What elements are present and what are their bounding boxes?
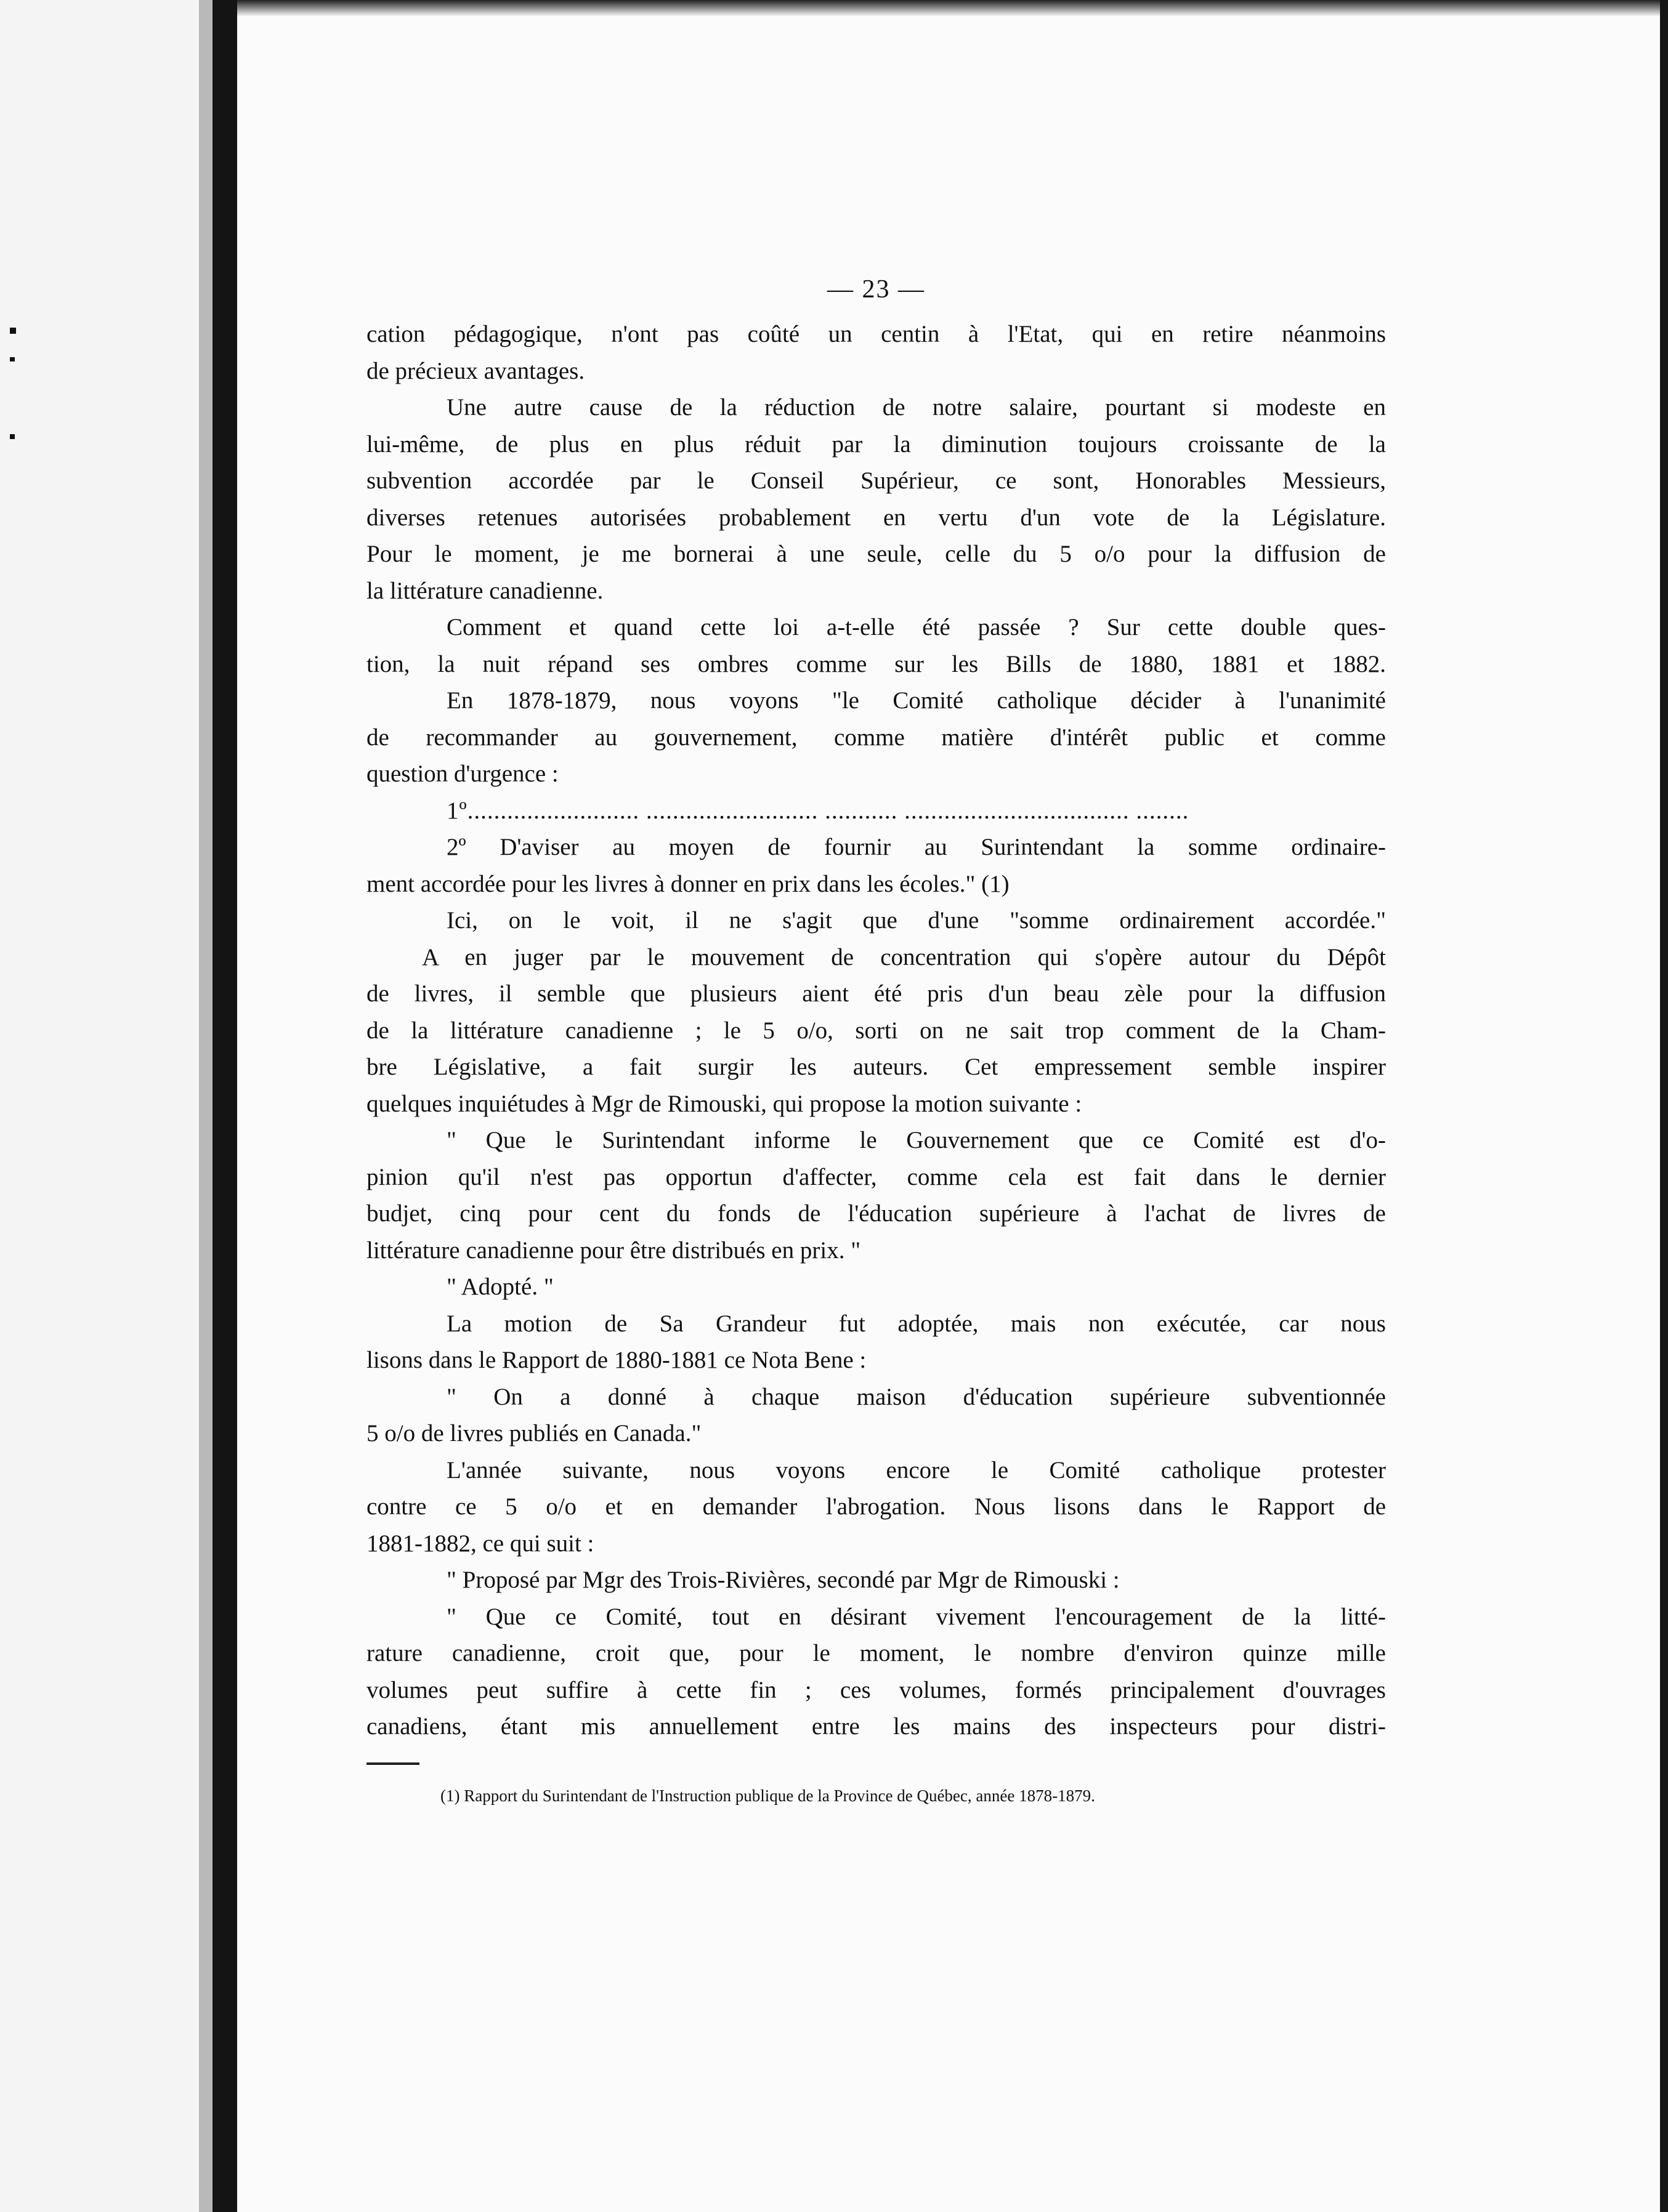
left-page-mark: [10, 328, 16, 334]
page-text: [366, 271, 1386, 1809]
text-line: budjet, cinq pour cent du fonds de l'éducation supérieure à l'achat de livres de: [366, 1200, 1386, 1227]
text-line: 1881-1882, ce qui suit :: [366, 1530, 594, 1557]
page-top-shadow: [237, 0, 1660, 16]
text-line: L'année suivante, nous voyons encore le Comité catholique protester: [447, 1456, 1386, 1483]
book-gutter: [213, 0, 237, 2212]
text-line: Pour le moment, je me bornerai à une seule, celle du 5 o/o pour la diffusion de: [366, 541, 1386, 567]
text-line: cation pédagogique, n'ont pas coûté un centin à l'Etat, qui en retire néanmoins: [366, 321, 1386, 347]
text-line: volumes peut suffire à cette fin ; ces volumes, formés principalement d'ouvrages: [366, 1676, 1386, 1703]
text-line: canadiens, étant mis annuellement entre les mains des inspecteurs pour distri-: [366, 1713, 1386, 1740]
text-line: pinion qu'il n'est pas opportun d'affecter, comme cela est fait dans le dernier: [366, 1163, 1386, 1190]
left-page-mark: [10, 357, 15, 361]
text-line: contre ce 5 o/o et en demander l'abrogation. Nous lisons dans le Rapport de: [366, 1493, 1386, 1520]
text-line: " Proposé par Mgr des Trois-Rivières, secondé par Mgr de Rimouski :: [447, 1567, 1120, 1593]
text-line: ment accordée pour les livres à donner en prix dans les écoles." (1): [366, 870, 1010, 897]
text-line: " On a donné à chaque maison d'éducation supérieure subventionnée: [447, 1383, 1386, 1410]
text-line: Comment et quand cette loi a-t-elle été passée ? Sur cette double ques-: [447, 614, 1386, 640]
text-line: diverses retenues autorisées probablement en vertu d'un vote de la Législature.: [366, 504, 1386, 531]
text-line: tion, la nuit répand ses ombres comme sur les Bills de 1880, 1881 et 1882.: [366, 650, 1386, 677]
text-line: littérature canadienne pour être distribués en prix. ": [366, 1237, 861, 1264]
footnote-rule: [366, 1762, 419, 1765]
text-line: quelques inquiétudes à Mgr de Rimouski, qui propose la motion suivante :: [366, 1090, 1082, 1117]
text-line: de livres, il semble que plusieurs aient été pris d'un beau zèle pour la diffusion: [366, 980, 1386, 1007]
text-line: " Que le Surintendant informe le Gouvernement que ce Comité est d'o-: [447, 1127, 1386, 1153]
text-line: lui-même, de plus en plus réduit par la diminution toujours croissante de la: [366, 430, 1386, 458]
text-line: lisons dans le Rapport de 1880-1881 ce Nota Bene :: [366, 1347, 867, 1373]
text-line: bre Législative, a fait surgir les auteurs. Cet empressement semble inspirer: [366, 1054, 1386, 1080]
footnote: (1) Rapport du Surintendant de l'Instruction publique de la Province de Québec, année 1878-1879.: [440, 1786, 1095, 1805]
text-line: A en juger par le mouvement de concentration qui s'opère autour du Dépôt: [422, 943, 1386, 971]
text-line: 1º.......................... .......................... ........... .................................. ........: [447, 797, 1189, 824]
text-line: la littérature canadienne.: [366, 577, 604, 604]
text-line: 5 o/o de livres publiés en Canada.": [366, 1420, 702, 1447]
text-line: de précieux avantages.: [366, 357, 585, 384]
text-line: rature canadienne, croit que, pour le moment, le nombre d'environ quinze mille: [366, 1640, 1386, 1666]
text-line: " Adopté. ": [447, 1274, 554, 1300]
right-page-edge: [1660, 0, 1668, 2212]
text-line: question d'urgence :: [366, 761, 559, 787]
left-page-mark: [10, 434, 15, 439]
text-line: subvention accordée par le Conseil Supérieur, ce sont, Honorables Messieurs,: [366, 467, 1386, 494]
text-line: de recommander au gouvernement, comme matière d'intérêt public et comme: [366, 724, 1386, 751]
text-line: En 1878-1879, nous voyons "le Comité catholique décider à l'unanimité: [447, 687, 1386, 714]
text-line: " Que ce Comité, tout en désirant vivement l'encouragement de la litté-: [447, 1603, 1386, 1630]
text-line: Une autre cause de la réduction de notre salaire, pourtant si modeste en: [447, 394, 1386, 421]
text-line: 2º D'aviser au moyen de fournir au Surintendant la somme ordinaire-: [447, 834, 1386, 860]
text-line: Ici, on le voit, il ne s'agit que d'une "somme ordinairement accordée.": [447, 907, 1386, 934]
text-line: La motion de Sa Grandeur fut adoptée, mais non exécutée, car nous: [447, 1310, 1386, 1337]
left-page-edge: [0, 0, 213, 2212]
text-line: de la littérature canadienne ; le 5 o/o, sorti on ne sait trop comment de la Cham-: [366, 1017, 1386, 1044]
page-number: — 23 —: [827, 275, 925, 304]
